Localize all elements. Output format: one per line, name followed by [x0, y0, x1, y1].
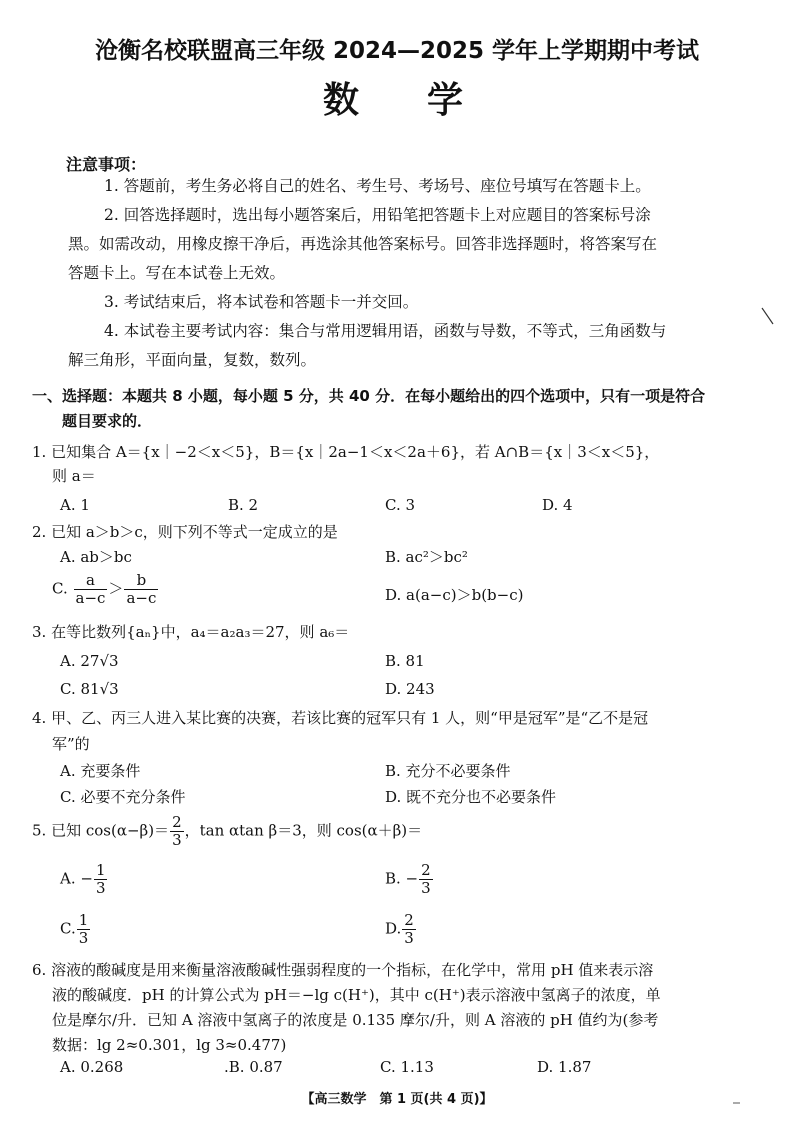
question-1-stem: 1. 已知集合 A＝{x｜−2＜x＜5}，B＝{x｜2a−1＜x＜2a＋6}，若 A∩B＝{x｜3＜x＜5}， [32, 443, 660, 461]
scan-mark [732, 1100, 742, 1106]
fraction: $\frac{1}{3}$ [78, 911, 89, 947]
question-1-stem-2: 则 a＝ [52, 467, 96, 485]
question-6-line-3: 位是摩尔/升．已知 A 溶液中氢离子的浓度是 0.135 摩尔/升，则 A 溶液的 pH 值约为(参考 [52, 1011, 659, 1029]
question-4-option-c: C. 必要不充分条件 [60, 788, 186, 806]
fraction: $\frac{a}{a-c}$ [75, 571, 106, 607]
question-6-line-4: 数据：lg 2≈0.301，lg 3≈0.477) [52, 1036, 287, 1054]
question-6-option-d: D. 1.87 [537, 1058, 592, 1076]
question-3-option-a: A. 27√3 [60, 652, 119, 670]
question-6-line-1: 6. 溶液的酸碱度是用来衡量溶液酸碱性强弱程度的一个指标，在化学中，常用 pH 值来表示溶 [32, 961, 654, 979]
scan-mark [760, 306, 776, 328]
question-3-stem: 3. 在等比数列{aₙ}中，a₄＝a₂a₃＝27，则 a₆＝ [32, 623, 350, 641]
subject-title [0, 72, 794, 123]
page-footer: 【高三数学 第 1 页(共 4 页)】 [301, 1092, 493, 1107]
section-heading: 一、选择题：本题共 8 小题，每小题 5 分，共 40 分．在每小题给出的四个选项中，只有一项是符合 题目要求的． [32, 387, 706, 430]
subject-char-2: 学 [427, 80, 472, 121]
question-4-option-b: B. 充分不必要条件 [385, 762, 511, 780]
fraction: $\frac{1}{3}$ [95, 861, 106, 897]
question-6-line-2: 液的酸碱度．pH 的计算公式为 pH＝−lg c(H⁺)，其中 c(H⁺)表示溶液中氢离子的浓度，单 [52, 986, 661, 1004]
question-4-stem-2: 军”的 [52, 735, 90, 753]
fraction: $\frac{2}{3}$ [172, 813, 182, 849]
note-2-line-3: 答题卡上。写在本试卷上无效。 [68, 264, 286, 282]
question-1-option-a: A. 1 [60, 496, 90, 514]
question-2-stem: 2. 已知 a＞b＞c，则下列不等式一定成立的是 [32, 523, 338, 541]
question-2-option-c: C. $\frac{a}{a-c}$ ＞ $\frac{b}{a-c}$ [52, 571, 157, 607]
question-6-option-a: A. 0.268 [60, 1058, 124, 1076]
note-3: 3. 考试结束后，将本试卷和答题卡一并交回。 [104, 293, 419, 311]
subject-char-1: 数 [322, 80, 367, 121]
exam-title: 沧衡名校联盟高三年级 2024—2025 学年上学期期中考试 [94, 38, 700, 64]
question-2-option-d: D. a(a−c)＞b(b−c) [385, 586, 524, 604]
fraction: $\frac{2}{3}$ [404, 911, 414, 947]
note-4-line-1: 4. 本试卷主要考试内容：集合与常用逻辑用语，函数与导数，不等式，三角函数与 [104, 322, 667, 340]
question-3-option-b: B. 81 [385, 652, 425, 670]
question-5-option-b: B. − $\frac{2}{3}$ [385, 861, 431, 897]
question-2-option-a: A. ab＞bc [60, 548, 132, 566]
fraction: $\frac{b}{a-c}$ [126, 571, 157, 607]
note-1: 1. 答题前，考生务必将自己的姓名、考生号、考场号、座位号填写在答题卡上。 [104, 177, 651, 195]
question-5-option-c: C. $\frac{1}{3}$ [60, 911, 89, 947]
question-1-option-d: D. 4 [542, 496, 573, 514]
question-4-stem: 4. 甲、乙、丙三人进入某比赛的决赛，若该比赛的冠军只有 1 人，则“甲是冠军”是“乙不是冠 [32, 709, 649, 727]
note-4-line-2: 解三角形，平面向量，复数，数列。 [68, 351, 317, 369]
question-4-option-d: D. 既不充分也不必要条件 [385, 788, 557, 806]
question-1-option-c: C. 3 [385, 496, 416, 514]
question-6-option-c: C. 1.13 [380, 1058, 434, 1076]
note-2-line-1: 2. 回答选择题时，选出每小题答案后，用铅笔把答题卡上对应题目的答案标号涂 [104, 206, 651, 224]
question-5-stem: 5. 已知 cos(α−β)＝ $\frac{2}{3}$ ，tan αtan β＝3，则 cos(α＋β)＝ [32, 813, 423, 849]
fraction: $\frac{2}{3}$ [421, 861, 431, 897]
notes-heading: 注意事项： [66, 155, 147, 174]
question-6-option-b: .B. 0.87 [224, 1058, 283, 1076]
question-4-option-a: A. 充要条件 [60, 762, 141, 780]
question-5-option-d: D. $\frac{2}{3}$ [385, 911, 414, 947]
question-5-option-a: A. − $\frac{1}{3}$ [60, 861, 106, 897]
question-3-option-c: C. 81√3 [60, 680, 119, 698]
question-3-option-d: D. 243 [385, 680, 435, 698]
question-1-option-b: B. 2 [228, 496, 259, 514]
note-2-line-2: 黑。如需改动，用橡皮擦干净后，再选涂其他答案标号。回答非选择题时，将答案写在 [68, 235, 658, 253]
question-2-option-b: B. ac²＞bc² [385, 548, 468, 566]
